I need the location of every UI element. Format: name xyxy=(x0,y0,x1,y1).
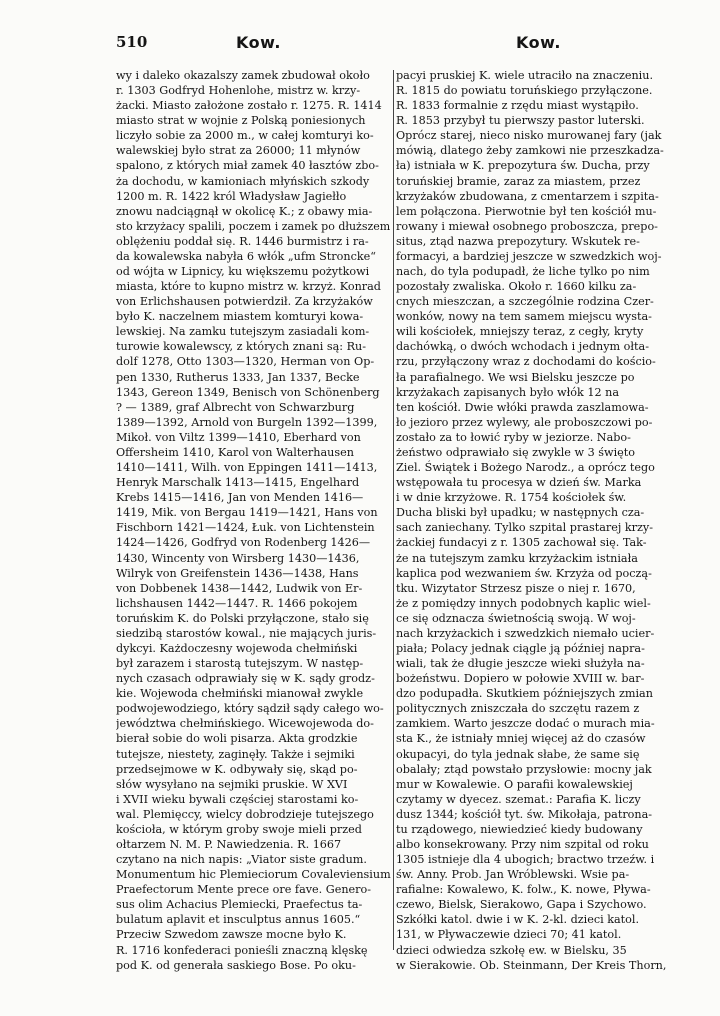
text-line: toruńskim K. do Polski przyłączone, stało się xyxy=(116,611,369,625)
text-line: lem połączona. Pierwotnie był ten kościół mu- xyxy=(396,204,657,218)
text-line: tutejsze, niestety, zaginęły. Także i sejmiki xyxy=(116,747,355,761)
right-text-column xyxy=(396,68,696,973)
text-line: lichshausen 1442—1447. R. 1466 pokojem xyxy=(116,596,358,610)
text-line: bierał sobie do woli pisarza. Akta grodzkie xyxy=(116,732,358,746)
text-line: był zarazem i starostą tutejszym. W następ- xyxy=(116,657,364,671)
text-line: dykcyi. Każdoczesny wojewoda chełmiński xyxy=(116,641,358,655)
text-line: nach, do tyla podupadł, że liche tylko po nim xyxy=(396,265,650,279)
text-line: św. Anny. Prob. Jan Wróblewski. Wsie pa- xyxy=(396,868,630,882)
text-line: oblężeniu poddał się. R. 1446 burmistrz i ra- xyxy=(116,234,369,248)
text-line: czewo, Bielsk, Sierakowo, Gapa i Szychowo. xyxy=(396,898,647,912)
text-line: dusz 1344; kościół tyt. św. Mikołaja, patrona- xyxy=(396,807,653,821)
text-line: rafialne: Kowalewo, K. folw., K. nowe, Pływa- xyxy=(396,883,651,897)
text-line: Praefectorum Mente prece ore fave. Genero- xyxy=(116,883,372,897)
text-line: krzyżaków zbudowana, z cmentarzem i szpita- xyxy=(396,189,659,203)
running-head-left: Kow. xyxy=(236,33,281,52)
text-line: sto krzyżacy spalili, poczem i zamek po dłuższem xyxy=(116,219,391,233)
text-line: Ziel. Świątek i Bożego Narodz., a oprócz tego xyxy=(396,461,655,475)
text-line: i w dnie krzyżowe. R. 1754 kościołek św. xyxy=(396,491,627,505)
text-line: mur w Kowalewie. O parafii kowalewskiej xyxy=(396,777,633,791)
text-line: pen 1330, Rutherus 1333, Jan 1337, Becke xyxy=(116,370,360,384)
text-line: dachówką, o dwóch wchodach i jednym ołta- xyxy=(396,340,649,354)
text-line: tku. Wizytator Strzesz pisze o niej r. 1670, xyxy=(396,581,636,595)
text-line: r. 1303 Godfryd Hohenlohe, mistrz w. krzy- xyxy=(116,84,361,98)
text-line: sus olim Achacius Plemiecki, Praefectus ta- xyxy=(116,898,363,912)
text-line: znowu nadciągnął w okolicę K.; z obawy mia- xyxy=(116,204,373,218)
text-line: miasta, które to kupno mistrz w. krzyż. Konrad xyxy=(116,280,381,294)
text-line: wiali, tak że długie jeszcze wieki służyła na- xyxy=(396,657,645,671)
text-line: obalały; ztąd powstało przysłowie: mocny jak xyxy=(396,762,652,776)
text-line: von Erlichshausen potwierdził. Za krzyżaków xyxy=(116,295,373,309)
text-line: piała; Polacy jednak ciągle ją później napra- xyxy=(396,641,645,655)
text-line: Wilryk von Greifenstein 1436—1438, Hans xyxy=(116,566,359,580)
text-line: bożeństwu. Dopiero w połowie XVIII w. bar- xyxy=(396,672,645,686)
text-line: czytano na nich napis: „Viator siste gradum. xyxy=(116,853,367,867)
text-line: liczyło sobie za 2000 m., w całej komturyi ko- xyxy=(116,129,374,143)
text-line: żackiej fundacyi z r. 1305 zachował się. Tak- xyxy=(396,536,647,550)
text-line: albo konsekrowany. Przy nim szpital od roku xyxy=(396,837,649,851)
text-line: 1430, Wincenty von Wirsberg 1430—1436, xyxy=(116,551,360,565)
text-line: zostało za to łowić ryby w jeziorze. Nabo- xyxy=(396,430,631,444)
text-line: i XVII wieku bywali częściej starostami ko- xyxy=(116,792,359,806)
text-line: tu rządowego, niewiedzieć kiedy budowany xyxy=(396,822,643,836)
text-line: rzu, przyłączony wraz z dochodami do kościo- xyxy=(396,355,656,369)
text-line: pacyi pruskiej K. wiele utraciło na znaczeniu. xyxy=(396,69,654,82)
text-line: situs, ztąd nazwa prepozytury. Wskutek re- xyxy=(396,234,640,248)
text-line: R. 1853 przybył tu pierwszy pastor luterski. xyxy=(396,114,645,128)
text-line: 1419, Mik. von Bergau 1419—1421, Hans von xyxy=(116,506,378,520)
text-line: nych czasach odprawiały się w K. sądy grodz- xyxy=(116,672,375,686)
text-line: Henryk Marschalk 1413—1415, Engelhard xyxy=(116,476,360,490)
text-line: że na tutejszym zamku krzyżackim istniała xyxy=(396,551,638,565)
text-line: ła parafialnego. We wsi Bielsku jeszcze po xyxy=(396,370,635,384)
text-line: Monumentum hic Plemieciorum Covaleviensium xyxy=(116,868,391,882)
text-line: ce się odznacza świetnością swoją. W woj- xyxy=(396,611,636,625)
text-line: ołtarzem N. M. P. Nawiedzenia. R. 1667 xyxy=(116,837,342,851)
text-line: okupacyi, do tyla jednak słabe, że same się xyxy=(396,747,640,761)
text-line: przedsejmowe w K. odbywały się, skąd po- xyxy=(116,762,358,776)
text-line: czytamy w dyecez. szemat.: Parafia K. liczy xyxy=(396,792,641,806)
text-line: R. 1833 formalnie z rzędu miast wystąpiło. xyxy=(396,99,639,113)
text-line: miasto strat w wojnie z Polską poniesionych xyxy=(116,114,366,128)
text-line: było K. naczelnem miastem komturyi kowa- xyxy=(116,310,364,324)
text-line: podwojewodziego, który sądził sądy całego wo- xyxy=(116,702,384,716)
text-line: słów wysyłano na sejmiki pruskie. W XVI xyxy=(116,777,348,791)
text-line: dzo podupadła. Skutkiem późniejszych zmian xyxy=(396,687,653,701)
text-line: Fischborn 1421—1424, Łuk. von Lichtenstein xyxy=(116,521,375,535)
text-line: ? — 1389, graf Albrecht von Schwarzburg xyxy=(116,400,355,414)
running-head-right: Kow. xyxy=(516,33,561,52)
text-line: bulatum aplavit et insculptus annus 1605.“ xyxy=(116,913,361,927)
text-line: w Sierakowie. Ob. Steinmann, Der Kreis Thorn, xyxy=(396,958,667,972)
text-line: Krebs 1415—1416, Jan von Menden 1416— xyxy=(116,491,364,505)
text-line: mówią, dlatego żeby zamkowi nie przeszkadza- xyxy=(396,144,664,158)
text-line: ła) istniała w K. prepozytura św. Ducha, przy xyxy=(396,159,650,173)
text-line: jewództwa chełmińskiego. Wicewojewoda do- xyxy=(116,717,374,731)
text-line: 1389—1392, Arnold von Burgeln 1392—1399, xyxy=(116,415,378,429)
text-line: 1343, Gereon 1349, Benisch von Schönenberg xyxy=(116,385,380,399)
text-line: że z pomiędzy innych podobnych kaplic wiel- xyxy=(396,596,651,610)
text-line: pod K. od generała saskiego Bose. Po oku- xyxy=(116,958,356,972)
text-line: kościoła, w którym groby swoje mieli przed xyxy=(116,822,362,836)
text-line: 1424—1426, Godfryd von Rodenberg 1426— xyxy=(116,536,371,550)
text-line: od wójta w Lipnicy, ku większemu pożytkowi xyxy=(116,265,370,279)
text-line: da kowalewska nabyła 6 włók „ufm Stroncke“ xyxy=(116,249,376,263)
text-line: wstępowała tu procesya w dzień św. Marka xyxy=(396,476,642,490)
text-line: pozostały zwaliska. Około r. 1660 kilku za- xyxy=(396,280,637,294)
text-line: żacki. Miasto założone zostało r. 1275. R. 1414 xyxy=(116,99,382,113)
text-line: Przeciw Szwedom zawsze mocne było K. xyxy=(116,928,347,942)
text-line: formacyi, a bardziej jeszcze w szwedzkich woj- xyxy=(396,249,662,263)
text-line: spalono, z których miał zamek 40 łasztów zbo- xyxy=(116,159,379,173)
text-line: turowie kowalewscy, z których znani są: Ru- xyxy=(116,340,367,354)
column-divider xyxy=(393,70,394,950)
text-line: ło jezioro przez wylewy, ale proboszczowi po- xyxy=(396,415,653,429)
text-line: zamkiem. Warto jeszcze dodać o murach mia- xyxy=(396,717,655,731)
text-line: sta K., że istniały mniej więcej aż do czasów xyxy=(396,732,646,746)
text-line: 1200 m. R. 1422 król Władysław Jagiełło xyxy=(116,189,347,203)
text-line: rowany i miewał osobnego proboszcza, prepo- xyxy=(396,219,658,233)
text-line: R. 1716 konfederaci ponieśli znaczną klęskę xyxy=(116,943,368,957)
text-line: ten kościół. Dwie włóki prawda zaszlamowa- xyxy=(396,400,649,414)
text-line: siedzibą starostów kowal., nie mających juris- xyxy=(116,626,377,640)
text-line: kaplica pod wezwaniem św. Krzyża od począ- xyxy=(396,566,652,580)
text-line: von Dobbenek 1438—1442, Ludwik von Er- xyxy=(116,581,363,595)
page-number: 510 xyxy=(116,33,148,51)
text-line: Szkółki katol. dwie i w K. 2-kl. dzieci katol. xyxy=(396,913,640,927)
text-line: wal. Plemięccy, wielcy dobrodzieje tutejszego xyxy=(116,807,374,821)
text-line: 1305 istnieje dla 4 ubogich; bractwo trzeźw. i xyxy=(396,853,655,867)
text-line: Offersheim 1410, Karol von Walterhausen xyxy=(116,445,354,459)
text-line: żeństwo odprawiało się zwykle w 3 święto xyxy=(396,445,636,459)
text-line: wili kościołek, mniejszy teraz, z cegły, kryty xyxy=(396,325,644,339)
page-header xyxy=(0,33,720,59)
text-line: Oprócz starej, nieco nisko murowanej fary (jak xyxy=(396,129,662,143)
text-line: ża dochodu, w kamioniach młyńskich szkody xyxy=(116,174,370,188)
text-line: nach krzyżackich i szwedzkich niemało ucier- xyxy=(396,626,655,640)
text-line: politycznych zniszczała do szczętu razem z xyxy=(396,702,640,716)
left-text-column xyxy=(116,68,392,973)
text-line: 131, w Pływaczewie dzieci 70; 41 katol. xyxy=(396,928,622,942)
text-line: wy i daleko okazalszy zamek zbudował około xyxy=(116,69,370,82)
text-line: cnych mieszczan, a szczególnie rodzina Czer- xyxy=(396,295,654,309)
text-line: walewskiej było strat za 26000; 11 młynów xyxy=(116,144,361,158)
text-line: toruńskiej bramie, zaraz za miastem, przez xyxy=(396,174,641,188)
text-line: krzyżakach zapisanych było włók 12 na xyxy=(396,385,619,399)
text-line: wonków, nowy na tem samem miejscu wysta- xyxy=(396,310,652,324)
text-line: sach zaniechany. Tylko szpital prastarej krzy- xyxy=(396,521,654,535)
text-line: dzieci odwiedza szkołę ew. w Bielsku, 35 xyxy=(396,943,627,957)
text-line: 1410—1411, Wilh. von Eppingen 1411—1413, xyxy=(116,461,378,475)
text-line: lewskiej. Na zamku tutejszym zasiadali kom- xyxy=(116,325,370,339)
text-line: R. 1815 do powiatu toruńskiego przyłączone. xyxy=(396,84,653,98)
text-line: dolf 1278, Otto 1303—1320, Herman von Op- xyxy=(116,355,375,369)
text-line: Mikoł. von Viltz 1399—1410, Eberhard von xyxy=(116,430,361,444)
text-line: Ducha bliski był upadku; w następnych cza- xyxy=(396,506,645,520)
text-line: kie. Wojewoda chełmiński mianował zwykle xyxy=(116,687,364,701)
